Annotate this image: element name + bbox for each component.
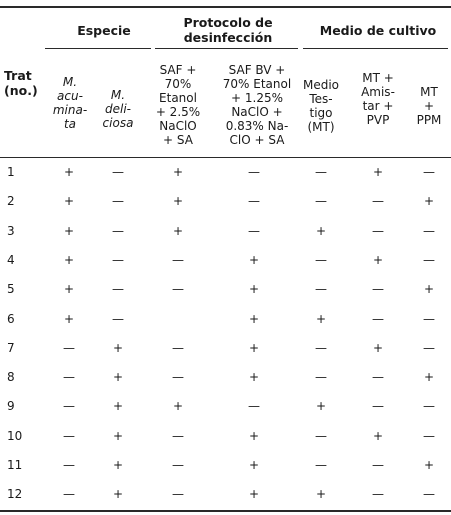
table-cell: —	[63, 370, 75, 384]
table-cell: —	[172, 458, 184, 472]
table-cell: —	[248, 194, 260, 208]
protocolo-underline	[155, 48, 298, 49]
table-cell: —	[315, 165, 327, 179]
h-mt-2: Tes-	[309, 92, 333, 106]
h-saf1-1: SAF +	[159, 63, 197, 77]
table-cell: —	[248, 399, 260, 413]
header-mt-amistar	[356, 71, 400, 127]
table-cell: +	[372, 429, 384, 443]
header-protocolo	[158, 15, 298, 45]
h-saf2-3: + 1.25%	[231, 91, 283, 105]
table-cell: +	[248, 282, 260, 296]
h-saf1-2: 70%	[164, 77, 192, 91]
table-cell: —	[63, 458, 75, 472]
table-cell: +	[315, 224, 327, 238]
table-cell: —	[423, 165, 435, 179]
table-cell: —	[112, 312, 124, 326]
h-saf2-6: ClO + SA	[229, 133, 285, 147]
h-saf2-4: NaClO +	[231, 105, 283, 119]
table-cell: +	[315, 312, 327, 326]
table-cell: +	[423, 370, 435, 384]
h-saf1-3: Etanol	[159, 91, 197, 105]
header-mt-ppm	[410, 85, 448, 127]
table-cell: —	[423, 312, 435, 326]
table-cell: +	[315, 487, 327, 501]
h-saf2-1: SAF BV +	[228, 63, 286, 77]
table-cell: —	[315, 429, 327, 443]
table-cell: —	[423, 341, 435, 355]
table-cell: +	[248, 370, 260, 384]
h-mac-1: M.	[62, 75, 78, 89]
h-ppm-2: +	[423, 99, 435, 113]
row-number: 5	[7, 282, 15, 296]
header-trat-line2: (no.)	[4, 83, 38, 98]
table-cell: —	[63, 487, 75, 501]
table-cell: +	[63, 282, 75, 296]
h-saf1-6: + SA	[163, 133, 193, 147]
table-cell: —	[172, 429, 184, 443]
header-saf1	[150, 63, 206, 147]
table-cell: —	[423, 429, 435, 443]
table-cell: —	[172, 282, 184, 296]
table-cell: —	[372, 194, 384, 208]
row-number: 8	[7, 370, 15, 384]
header-medio-testigo	[300, 78, 342, 134]
h-mdel-3: ciosa	[102, 116, 134, 130]
h-mdel-2: deli-	[105, 102, 131, 116]
table-bottom-rule	[0, 510, 451, 512]
row-number: 9	[7, 399, 15, 413]
header-medio: Medio de cultivo	[319, 23, 437, 38]
table-cell: +	[248, 253, 260, 267]
h-ppm-3: PPM	[416, 113, 442, 127]
table-cell: +	[112, 458, 124, 472]
header-macuminata	[50, 75, 90, 131]
table-cell: —	[423, 253, 435, 267]
table-cell: —	[248, 165, 260, 179]
table-cell: —	[372, 282, 384, 296]
h-saf1-5: NaClO	[159, 119, 197, 133]
h-saf1-4: + 2.5%	[155, 105, 201, 119]
row-number: 4	[7, 253, 15, 267]
table-cell: +	[423, 282, 435, 296]
table-cell: +	[172, 224, 184, 238]
table-cell: —	[423, 399, 435, 413]
h-mac-4: ta	[63, 117, 77, 131]
header-saf2	[220, 63, 294, 147]
table-cell: +	[63, 253, 75, 267]
table-cell: —	[315, 458, 327, 472]
h-mac-2: acu-	[57, 89, 83, 103]
header-trat	[4, 68, 38, 98]
h-ppm-1: MT	[420, 85, 438, 99]
table-cell: —	[63, 429, 75, 443]
table-cell: +	[63, 312, 75, 326]
row-number: 12	[7, 487, 23, 501]
table-cell: —	[172, 370, 184, 384]
row-number: 11	[7, 458, 23, 472]
table-cell: +	[112, 429, 124, 443]
table-cell: —	[112, 253, 124, 267]
h-mta-2: Amis-	[361, 85, 395, 99]
table-cell: +	[248, 312, 260, 326]
table-top-rule	[0, 6, 451, 8]
table-cell: +	[423, 194, 435, 208]
table-cell: +	[172, 194, 184, 208]
header-bottom-rule	[0, 157, 451, 158]
table-cell: —	[372, 370, 384, 384]
table-cell: —	[372, 487, 384, 501]
table-cell: —	[315, 253, 327, 267]
table-cell: —	[112, 282, 124, 296]
table-cell: +	[63, 224, 75, 238]
table-cell: +	[372, 341, 384, 355]
table-cell: —	[315, 194, 327, 208]
h-mta-4: PVP	[366, 113, 390, 127]
table-cell: +	[248, 487, 260, 501]
h-mt-3: tigo	[309, 106, 333, 120]
table-cell: +	[248, 341, 260, 355]
table-cell: —	[112, 165, 124, 179]
row-number: 7	[7, 341, 15, 355]
h-mt-4: (MT)	[307, 120, 335, 134]
table-cell: +	[172, 165, 184, 179]
table-cell: —	[112, 224, 124, 238]
table-cell: —	[112, 194, 124, 208]
h-mac-3: mina-	[52, 103, 88, 117]
table-cell: —	[315, 282, 327, 296]
header-especie: Especie	[77, 23, 131, 38]
row-number: 2	[7, 194, 15, 208]
table-cell: +	[112, 399, 124, 413]
h-mta-1: MT +	[362, 71, 394, 85]
table-cell: —	[315, 341, 327, 355]
table-cell: +	[63, 165, 75, 179]
table-cell: —	[372, 224, 384, 238]
h-mta-3: tar +	[362, 99, 394, 113]
table-cell: —	[172, 341, 184, 355]
table-cell: —	[248, 224, 260, 238]
table-cell: —	[423, 224, 435, 238]
table-cell: —	[372, 312, 384, 326]
table-cell: —	[63, 341, 75, 355]
table-cell: +	[112, 370, 124, 384]
table-cell: +	[172, 399, 184, 413]
table-cell: —	[315, 370, 327, 384]
h-saf2-5: 0.83% Na-	[225, 119, 289, 133]
table-cell: +	[63, 194, 75, 208]
especie-underline	[45, 48, 151, 49]
table-cell: —	[172, 253, 184, 267]
table-cell: —	[423, 487, 435, 501]
table-cell: —	[172, 487, 184, 501]
table-cell: +	[372, 165, 384, 179]
table-cell: —	[372, 399, 384, 413]
h-mt-1: Medio	[302, 78, 340, 92]
table-cell: +	[112, 487, 124, 501]
table-cell: +	[315, 399, 327, 413]
table-cell: —	[372, 458, 384, 472]
medio-underline	[303, 48, 448, 49]
h-mdel-1: M.	[110, 88, 126, 102]
table-cell: +	[112, 341, 124, 355]
table-cell: +	[423, 458, 435, 472]
table-cell: +	[248, 429, 260, 443]
table-cell: +	[372, 253, 384, 267]
row-number: 1	[7, 165, 15, 179]
row-number: 6	[7, 312, 15, 326]
row-number: 3	[7, 224, 15, 238]
header-protocolo-line2: desinfección	[183, 30, 273, 45]
header-protocolo-line1: Protocolo de	[183, 15, 273, 30]
h-saf2-2: 70% Etanol	[222, 77, 292, 91]
header-mdeliciosa	[98, 88, 138, 130]
row-number: 10	[7, 429, 23, 443]
table-cell: +	[248, 458, 260, 472]
header-trat-line1: Trat	[4, 68, 32, 83]
table-cell: —	[63, 399, 75, 413]
